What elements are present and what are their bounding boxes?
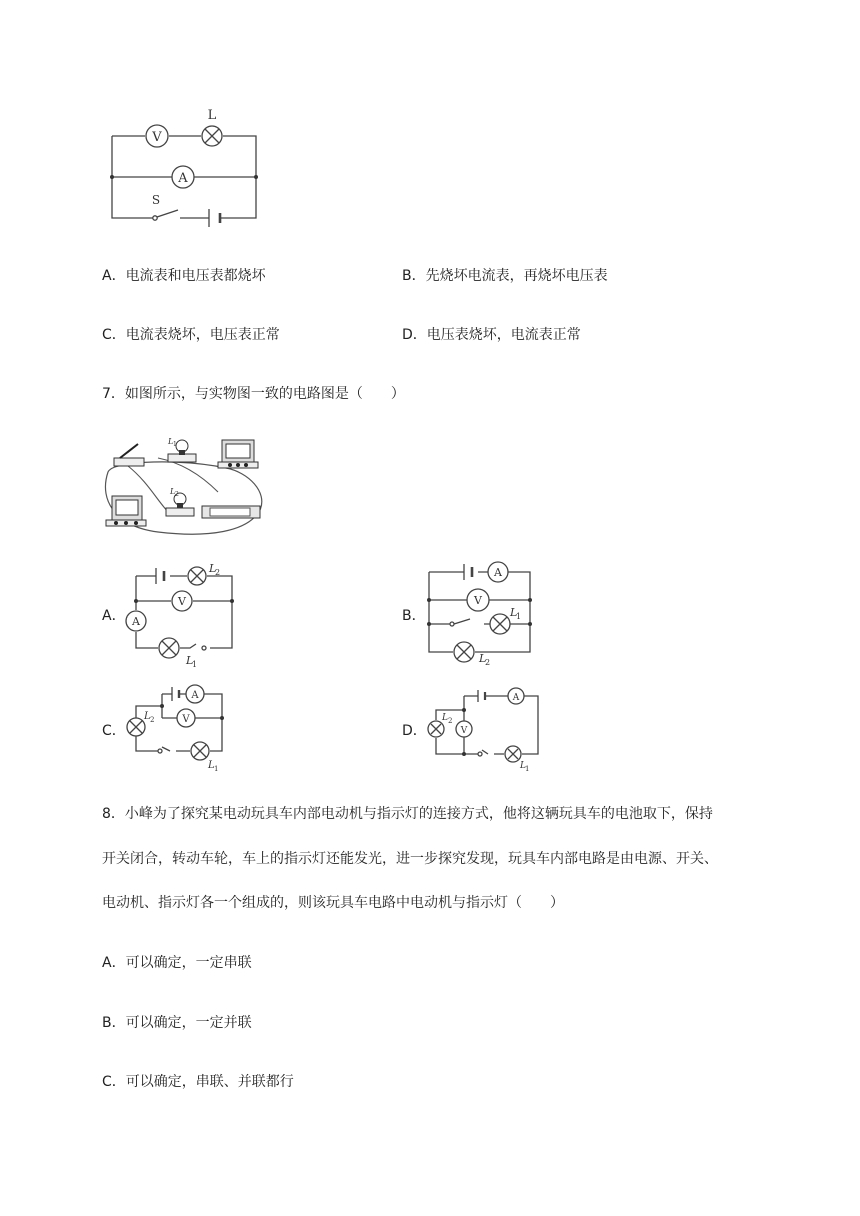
svg-text:L: L bbox=[209, 562, 217, 575]
top-circuit-diagram bbox=[100, 100, 270, 235]
ammeter-symbol bbox=[488, 562, 508, 582]
lamp-l1-device-icon bbox=[167, 437, 196, 462]
svg-text:1: 1 bbox=[516, 612, 522, 621]
voltmeter-symbol bbox=[146, 125, 168, 147]
q7-physical-circuit-image bbox=[98, 432, 274, 538]
q8-stem-line-1: 8．小峰为了探究某电动玩具车内部电动机与指示灯的连接方式，他将这辆玩具车的电池取下，保持 bbox=[102, 806, 713, 822]
ammeter-symbol bbox=[186, 685, 204, 703]
ammeter-device-icon bbox=[218, 440, 258, 468]
voltmeter-device-icon bbox=[106, 496, 146, 526]
svg-text:2: 2 bbox=[215, 568, 221, 577]
voltmeter-symbol bbox=[172, 591, 192, 611]
voltmeter-symbol bbox=[456, 721, 472, 737]
q7-option-c-circuit[interactable] bbox=[122, 680, 228, 776]
svg-text:2: 2 bbox=[485, 658, 491, 667]
svg-text:L: L bbox=[442, 713, 448, 723]
voltmeter-symbol bbox=[467, 589, 489, 611]
ammeter-symbol bbox=[508, 688, 524, 704]
lamp-l2-device-icon bbox=[166, 487, 194, 516]
svg-text:A: A bbox=[132, 615, 140, 628]
svg-text:L: L bbox=[207, 108, 217, 123]
q7-option-b-circuit[interactable] bbox=[424, 558, 536, 668]
svg-text:2: 2 bbox=[175, 491, 179, 498]
svg-text:A: A bbox=[191, 690, 199, 701]
svg-text:2: 2 bbox=[448, 717, 453, 725]
lamp-l2-symbol bbox=[454, 642, 490, 667]
q6-option-a[interactable]: A．电流表和电压表都烧坏 bbox=[102, 268, 266, 284]
svg-text:L: L bbox=[170, 487, 176, 496]
svg-text:L: L bbox=[168, 437, 174, 446]
q8-option-c[interactable]: C．可以确定，串联、并联都行 bbox=[102, 1074, 294, 1090]
battery-holder-icon bbox=[202, 506, 260, 518]
lamp-l1-symbol bbox=[490, 606, 521, 634]
lamp-l2-symbol bbox=[428, 713, 452, 737]
svg-text:1: 1 bbox=[173, 441, 177, 448]
lamp-l2-symbol bbox=[188, 562, 220, 585]
svg-text:V: V bbox=[178, 595, 186, 608]
svg-text:1: 1 bbox=[525, 765, 530, 773]
q7-stem: 7．如图所示，与实物图一致的电路图是（ ） bbox=[102, 386, 405, 402]
battery-symbol bbox=[209, 209, 220, 227]
lamp-l2-symbol bbox=[127, 711, 154, 736]
svg-text:S: S bbox=[151, 193, 161, 207]
svg-text:V: V bbox=[182, 714, 190, 725]
q8-option-b[interactable]: B．可以确定，一定并联 bbox=[102, 1015, 252, 1031]
svg-text:L: L bbox=[479, 652, 487, 665]
q8-stem-line-3: 电动机、指示灯各一个组成的，则该玩具车电路中电动机与指示灯（ ） bbox=[102, 895, 564, 911]
lamp-l1-symbol bbox=[505, 746, 529, 773]
svg-text:1: 1 bbox=[214, 765, 219, 773]
lamp-symbol bbox=[202, 108, 222, 146]
svg-text:1: 1 bbox=[192, 660, 198, 669]
q7-option-b-label[interactable]: B． bbox=[402, 608, 426, 624]
svg-text:L: L bbox=[208, 760, 215, 771]
q7-option-d-label[interactable]: D． bbox=[402, 723, 427, 739]
q6-option-c[interactable]: C．电流表烧坏，电压表正常 bbox=[102, 327, 280, 343]
q7-option-d-circuit[interactable] bbox=[424, 684, 540, 776]
q7-option-a-circuit[interactable] bbox=[124, 560, 242, 672]
q8-option-a[interactable]: A．可以确定，一定串联 bbox=[102, 955, 252, 971]
q6-option-d[interactable]: D．电压表烧坏，电流表正常 bbox=[402, 327, 581, 343]
svg-text:2: 2 bbox=[150, 716, 155, 724]
svg-text:A: A bbox=[512, 693, 520, 703]
q7-option-c-label[interactable]: C． bbox=[102, 723, 126, 739]
ammeter-symbol bbox=[172, 166, 194, 188]
lamp-l1-symbol bbox=[191, 742, 218, 773]
svg-text:V: V bbox=[474, 594, 482, 607]
q8-stem-line-2: 开关闭合，转动车轮，车上的指示灯还能发光，进一步探究发现，玩具车内部电路是由电源、开关、 bbox=[102, 851, 718, 867]
switch-symbol bbox=[152, 193, 178, 220]
svg-text:L: L bbox=[144, 711, 151, 722]
svg-text:L: L bbox=[510, 606, 518, 619]
switch-device-icon bbox=[114, 444, 144, 466]
svg-text:A: A bbox=[494, 566, 502, 579]
q6-option-b[interactable]: B．先烧坏电流表，再烧坏电压表 bbox=[402, 268, 608, 284]
svg-text:L: L bbox=[186, 654, 194, 667]
svg-text:L: L bbox=[520, 761, 526, 771]
ammeter-symbol bbox=[126, 611, 146, 631]
svg-text:V: V bbox=[152, 130, 162, 145]
lamp-l1-symbol bbox=[159, 638, 197, 669]
svg-text:A: A bbox=[178, 171, 188, 186]
voltmeter-symbol bbox=[177, 709, 195, 727]
q7-option-a-label[interactable]: A． bbox=[102, 608, 126, 624]
svg-text:V: V bbox=[460, 726, 468, 736]
